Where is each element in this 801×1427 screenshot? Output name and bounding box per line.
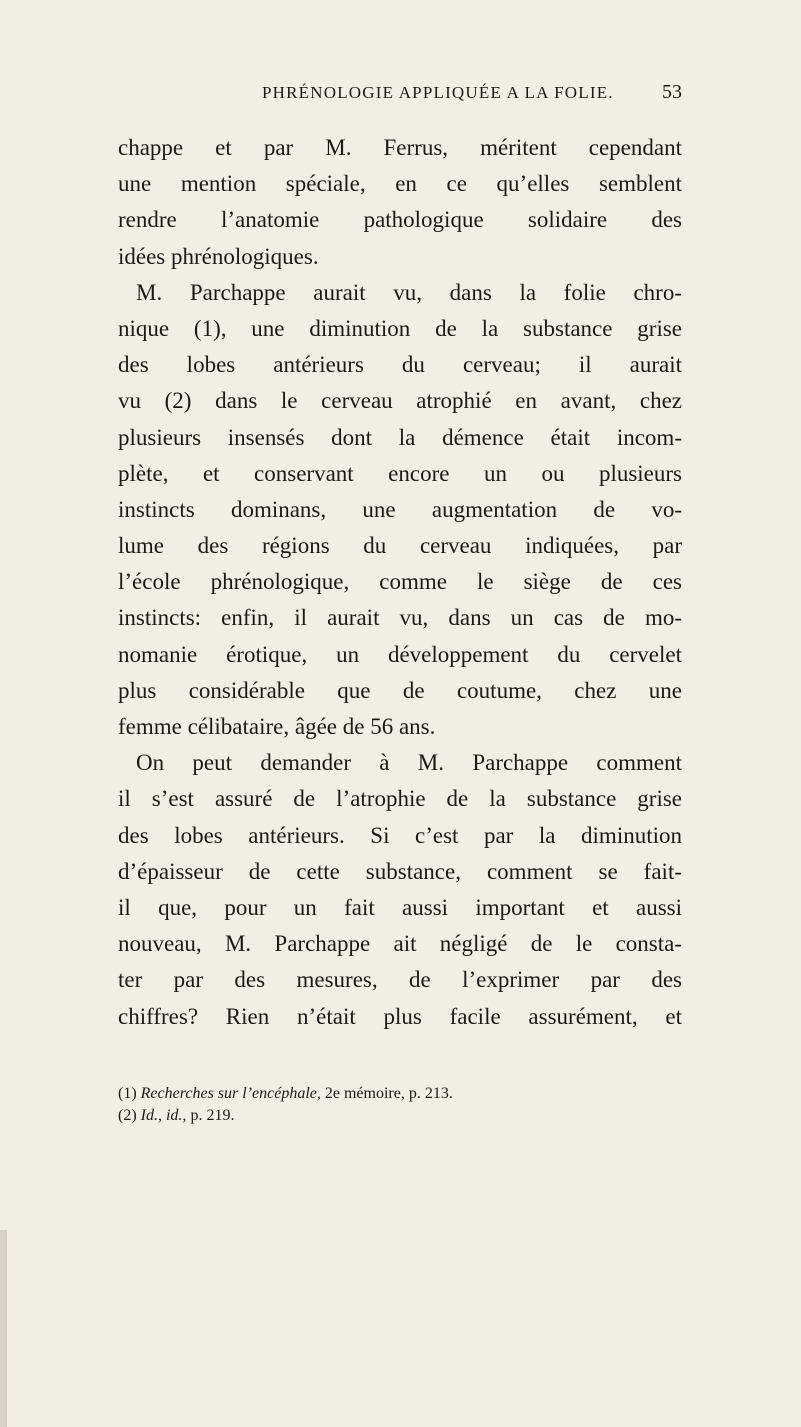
text-line: instincts dominans, une augmentation de vo-: [118, 496, 682, 522]
text-line: il s’est assuré de l’atrophie de la substance grise: [118, 786, 682, 812]
text-line: des lobes antérieurs du cerveau; il aurait: [118, 352, 682, 378]
text-line: plète, et conservant encore un ou plusieurs: [118, 460, 682, 486]
text-line: plus considérable que de coutume, chez une: [118, 677, 682, 703]
footnote: [118, 1105, 682, 1127]
text-line: On peut demander à M. Parchappe comment: [136, 750, 682, 776]
footnotes: [118, 1083, 682, 1127]
footnote-text: p. 219.: [186, 1107, 235, 1124]
page-number: 53: [662, 81, 682, 103]
text-line: lume des régions du cerveau indiquées, par: [118, 533, 682, 559]
body-text: [118, 130, 682, 1035]
text-line: d’épaisseur de cette substance, comment se fait-: [118, 858, 682, 884]
text-line: instincts: enfin, il aurait vu, dans un cas de mo-: [118, 605, 682, 631]
text-line: rendre l’anatomie pathologique solidaire des: [118, 207, 682, 233]
page-edge-shadow: [0, 1230, 7, 1427]
text-line: une mention spéciale, en ce qu’elles semblent: [118, 171, 682, 197]
text-line: idées phrénologiques.: [118, 243, 319, 269]
running-title: PHRÉNOLOGIE APPLIQUÉE A LA FOLIE.: [262, 83, 614, 102]
text-line: nique (1), une diminution de la substance grise: [118, 315, 682, 341]
text-line: l’école phrénologique, comme le siège de ces: [118, 569, 682, 595]
text-line: chiffres? Rien n’était plus facile assurément, et: [118, 1003, 682, 1029]
text-line: plusieurs insensés dont la démence était incom-: [118, 424, 682, 450]
text-line: des lobes antérieurs. Si c’est par la diminution: [118, 822, 682, 848]
footnote-title: Id., id.,: [140, 1107, 187, 1124]
text-line: M. Parchappe aurait vu, dans la folie chro-: [136, 279, 682, 305]
text-line: chappe et par M. Ferrus, méritent cependant: [118, 135, 682, 160]
text-line: il que, pour un fait aussi important et aussi: [118, 894, 682, 920]
text-line: nomanie érotique, un développement du cervelet: [118, 641, 682, 667]
footnote-text: 2e mémoire, p. 213.: [320, 1085, 453, 1102]
footnote: [118, 1083, 682, 1105]
text-line: ter par des mesures, de l’exprimer par des: [118, 967, 682, 993]
text-line: femme célibataire, âgée de 56 ans.: [118, 714, 436, 739]
footnote-marker: (2): [118, 1107, 137, 1124]
text-line: vu (2) dans le cerveau atrophié en avant, chez: [118, 388, 682, 414]
footnote-title: Recherches sur l’encéphale,: [140, 1085, 321, 1102]
text-line: nouveau, M. Parchappe ait négligé de le consta-: [118, 931, 682, 957]
footnote-marker: (1): [118, 1085, 137, 1102]
